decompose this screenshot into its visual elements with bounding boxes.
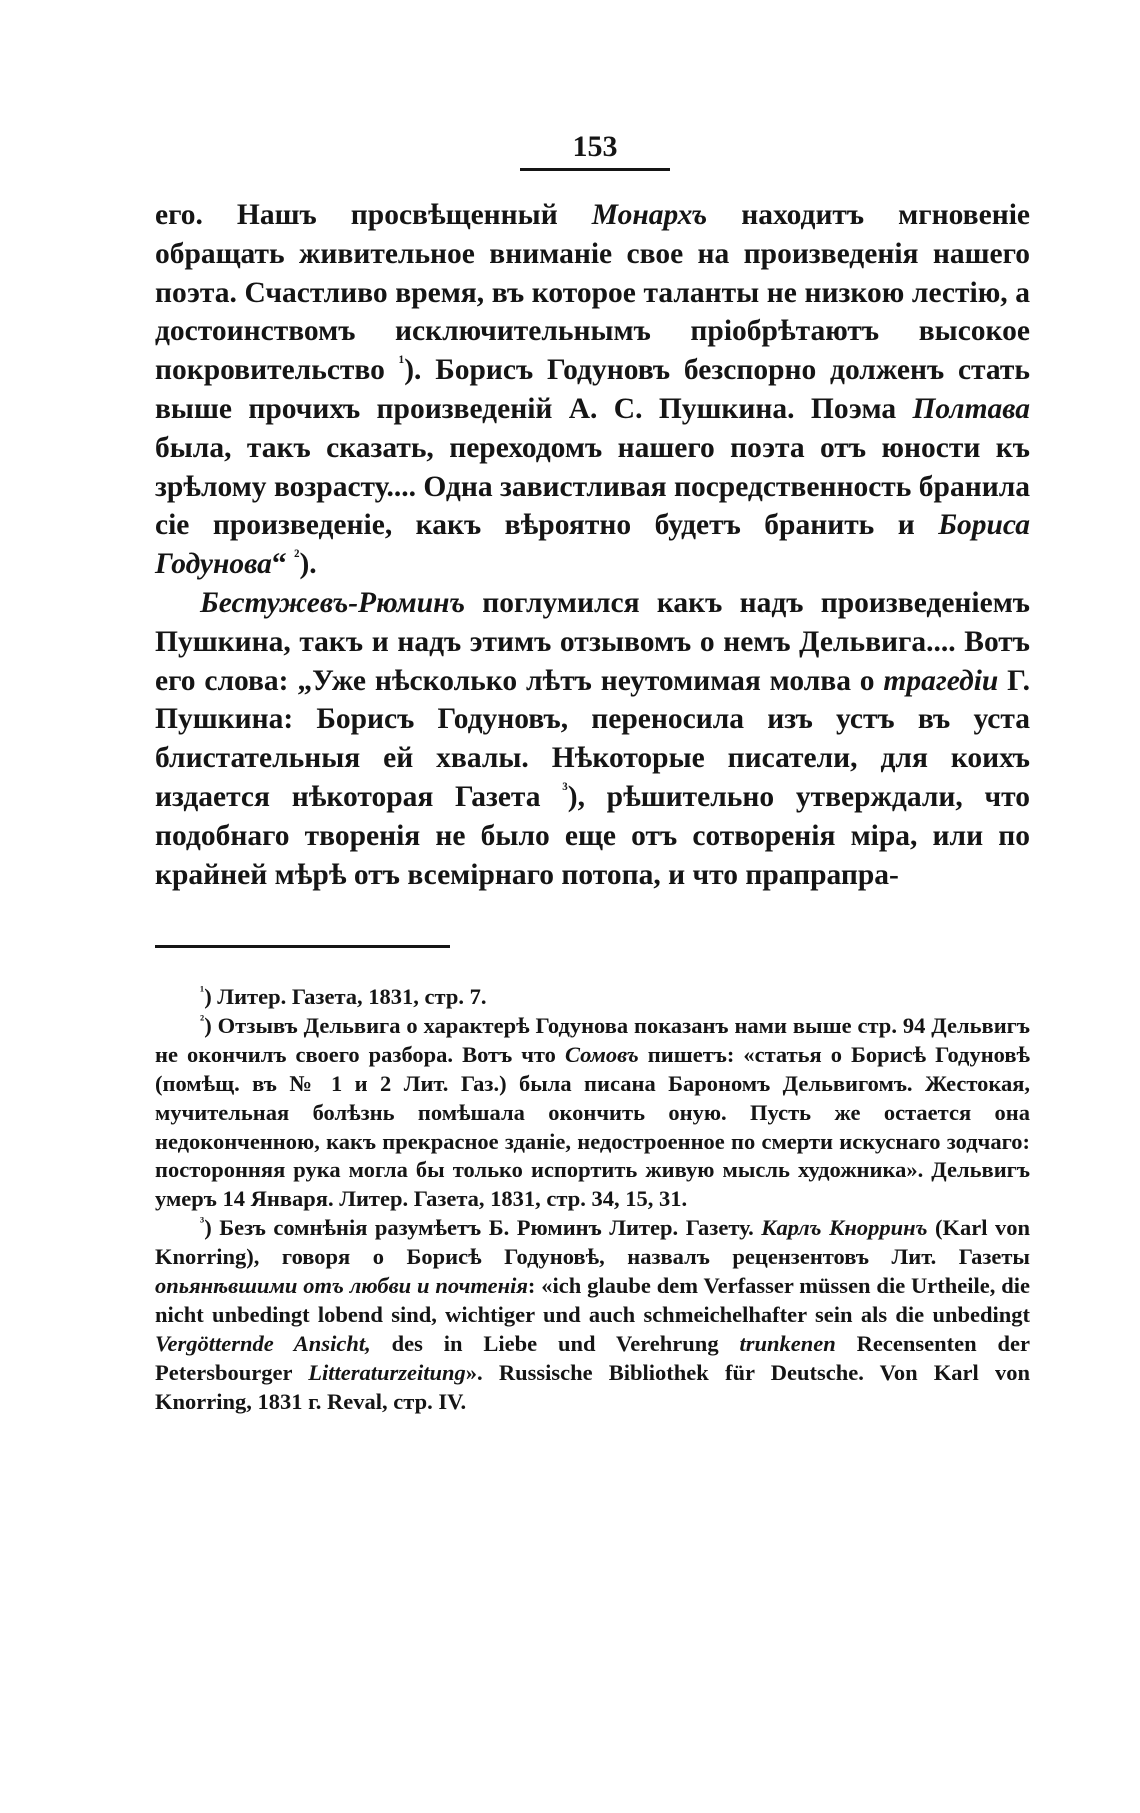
text-run: ). Борисъ Годуновъ безспорно долженъ стать выше прочихъ произведеній А. С. Пушкина. Поэма xyxy=(155,354,1030,425)
italic-run: Монархъ xyxy=(591,199,708,231)
italic-run: трагедіи xyxy=(883,664,999,697)
italic-run: Vergötternde Ansicht, xyxy=(155,1330,371,1356)
text-run: ) Отзывъ Дельвига о характерѣ Годунова показанъ нами выше стр. 94 Дельвигъ не окончилъ своего разбора. Вотъ что xyxy=(155,1012,1030,1067)
text-run: ), рѣшительно утверждали, что подобнаго творенія не было еще отъ сотворенія міра, или по крайней мѣрѣ отъ всемірнаго потопа, и что прапрапра- xyxy=(155,780,1030,891)
text-run: Recensenten der Petersbourger xyxy=(155,1330,1030,1385)
paragraph-2 xyxy=(155,584,1030,894)
italic-run: Бориса Годунова xyxy=(155,509,1030,581)
text-run: его. Нашъ просвѣщенный xyxy=(155,199,592,231)
italic-run: trunkenen xyxy=(739,1330,836,1356)
footnote-ref: ² xyxy=(293,546,300,567)
footnote-separator xyxy=(155,945,450,948)
footnotes xyxy=(155,983,1030,1417)
italic-run: Полтава xyxy=(912,392,1030,425)
italic-run: опьянѣвшими отъ любви и почтенія xyxy=(155,1273,528,1299)
page-number: 153 xyxy=(520,130,670,171)
paragraph-1 xyxy=(155,196,1030,584)
text-run: ». Russische Bibliothek für Deutsche. Von Karl von Knorring, 1831 г. Reval, стр. IV. xyxy=(155,1359,1030,1414)
italic-run: Карлъ Кнорринъ xyxy=(761,1215,928,1241)
text-run: (Karl von Knorring), говоря о Борисѣ Годуновѣ, назвалъ рецензентовъ Лит. Газеты xyxy=(155,1215,1030,1270)
text-run: : «ich glaube dem Verfasser müssen die Urtheile, die nicht unbedingt lobend sind, wichtiger und auch schmeichelhafter sein als die unbedingt xyxy=(155,1273,1030,1327)
italic-run: Litteraturzeitung xyxy=(308,1359,466,1385)
text-run: пишетъ: «статья о Борисѣ Годуновѣ (помѣщ. въ № 1 и 2 Лит. Газ.) была писана Барономъ Дельвигомъ. Жестокая, мучительная болѣзнь помѣшала окончить оную. Пусть же остается она недоконченною, какъ прекрасное зданіе, недостроенное по смерти искуснаго зодчаго: посторонняя рука могла бы только испортить живую мысль художника». Дельвигъ умеръ 14 Января. Литер. Газета, 1831, стр. 34, 15, 31. xyxy=(155,1041,1030,1212)
footnote-mark: ¹ xyxy=(200,984,205,1000)
text-run: находитъ мгновеніе обращать живительное вниманіе свое на произведенія нашего поэта. Счастливо время, въ которое таланты не низкою лестію, а достоинствомъ исключительнымъ пріобрѣтаютъ высокое покровительство xyxy=(155,199,1030,387)
text-run: Г. Пушкина: Борисъ Годуновъ, переносила изъ устъ въ уста блистательныя ей хвалы. Нѣкоторые писатели, для коихъ издается нѣкоторая Газета xyxy=(155,664,1030,813)
italic-run: Сомовъ xyxy=(564,1041,639,1067)
footnote-3 xyxy=(155,1214,1030,1416)
footnote-2 xyxy=(155,1012,1030,1214)
footnote-1 xyxy=(155,983,1030,1012)
footnote-mark: ² xyxy=(200,1013,205,1029)
text-run: ). xyxy=(299,548,317,581)
italic-run: Бестужевъ-Рюминъ xyxy=(200,586,466,619)
text-run: des in Liebe und Verehrung xyxy=(370,1330,740,1356)
footnote-ref: ¹ xyxy=(398,352,405,373)
text-run: ) Литер. Газета, 1831, стр. 7. xyxy=(204,984,487,1009)
footnote-mark: ³ xyxy=(200,1215,205,1231)
footnote-ref: ³ xyxy=(562,779,568,800)
text-run: поглумился какъ надъ произведеніемъ Пушкина, такъ и надъ этимъ отзывомъ о немъ Дельвига.... Вотъ его слова: „Уже нѣсколько лѣтъ неутомимая молва о xyxy=(155,586,1030,697)
text-run: “ xyxy=(271,548,294,581)
text-run: ) Безъ сомнѣнія разумѣетъ Б. Рюминъ Литер. Газету. xyxy=(204,1215,762,1241)
main-text xyxy=(155,196,1030,894)
text-run: была, такъ сказать, переходомъ нашего поэта отъ юности къ зрѣлому возрасту.... Одна завистливая посредственность бранила сіе произведеніе, какъ вѣроятно будетъ бранить и xyxy=(155,431,1030,542)
